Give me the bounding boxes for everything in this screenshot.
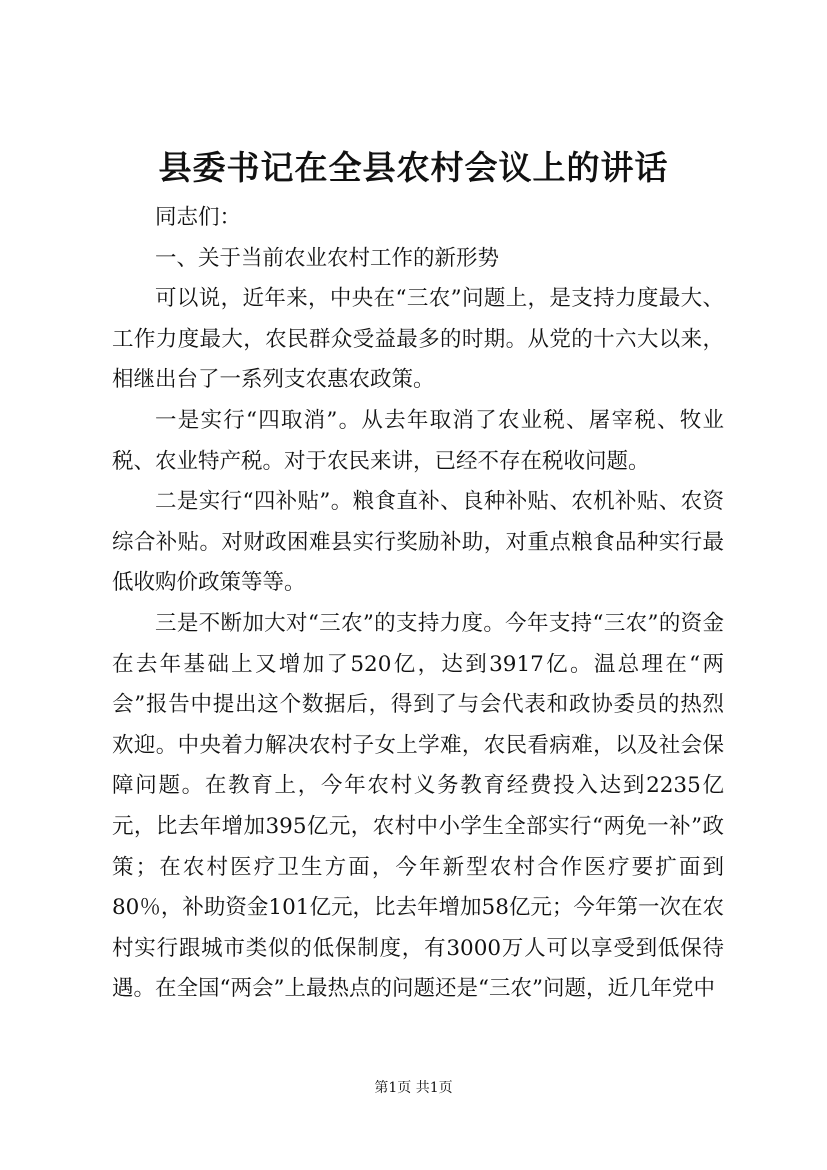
body-paragraph: 三是不断加大对“三农”的支持力度。今年支持“三农”的资金在去年基础上又增加了520亿，达到3917亿。温总理在“两会”报告中提出这个数据后，得到了与会代表和政协委员的热烈欢迎。中央着力解决农村子女上学难，农民看病难，以及社会保障问题。在教育上，今年农村义务教育经费投入达到2235亿元，比去年增加395亿元，农村中小学生全部实行“两免一补”政策；在农村医疗卫生方面，今年新型农村合作医疗要扩面到80％，补助资金101亿元，比去年增加58亿元；今年第一次在农村实行跟城市类似的低保制度，有3000万人可以享受到低保待遇。在全国“两会”上最热点的问题还是“三农”问题，近几年党中	[112, 610, 724, 1002]
page-footer: 第1页 共1页	[374, 1080, 453, 1096]
body-paragraph: 可以说，近年来，中央在“三农”问题上，是支持力度最大、工作力度最大，农民群众受益最多的时期。从党的十六大以来，相继出台了一系列支农惠农政策。	[112, 286, 724, 393]
salutation-paragraph: 同志们：	[155, 205, 242, 230]
section-heading: 一、关于当前农业农村工作的新形势	[155, 245, 500, 271]
document-title: 县委书记在全县农村会议上的讲话	[158, 148, 669, 187]
body-paragraph: 二是实行“四补贴”。粮食直补、良种补贴、农机补贴、农资综合补贴。对财政困难县实行奖励补助，对重点粮食品种实行最低收购价政策等等。	[112, 489, 724, 596]
document-body	[112, 198, 724, 1010]
body-paragraph: 一是实行“四取消”。从去年取消了农业税、屠宰税、牧业税、农业特产税。对于农民来讲，已经不存在税收问题。	[112, 407, 724, 474]
